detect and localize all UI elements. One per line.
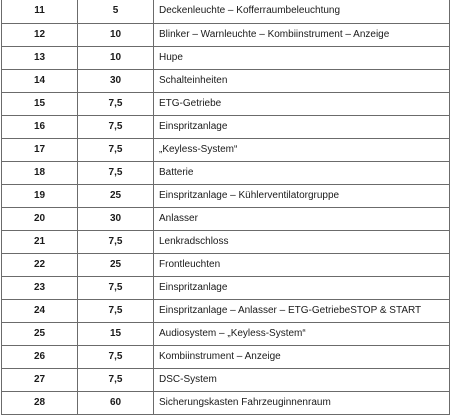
fuse-function-cell: Kombiinstrument – Anzeige: [154, 345, 450, 368]
fuse-ampere-cell: 5: [78, 0, 154, 23]
fuse-ampere-cell: 7,5: [78, 115, 154, 138]
table-row: [2, 0, 450, 23]
fuse-function-cell: Deckenleuchte – Kofferraumbeleuchtung: [154, 0, 450, 23]
table-row: [2, 345, 450, 368]
fuse-number-cell: 13: [2, 46, 78, 69]
table-row: [2, 23, 450, 46]
fuse-function-cell: Sicherungskasten Fahrzeuginnenraum: [154, 391, 450, 414]
fuse-function-cell: Einspritzanlage – Kühlerventilatorgruppe: [154, 184, 450, 207]
table-row: [2, 207, 450, 230]
fuse-table-body: [2, 0, 450, 414]
fuse-number-cell: 27: [2, 368, 78, 391]
table-row: [2, 391, 450, 414]
fuse-function-cell: Batterie: [154, 161, 450, 184]
fuse-ampere-cell: 25: [78, 253, 154, 276]
fuse-function-cell: ETG-Getriebe: [154, 92, 450, 115]
fuse-number-cell: 15: [2, 92, 78, 115]
fuse-function-cell: Blinker – Warnleuchte – Kombiinstrument – Anzeige: [154, 23, 450, 46]
fuse-ampere-cell: 7,5: [78, 299, 154, 322]
fuse-ampere-cell: 7,5: [78, 138, 154, 161]
table-row: [2, 92, 450, 115]
fuse-number-cell: 16: [2, 115, 78, 138]
fuse-number-cell: 12: [2, 23, 78, 46]
fuse-ampere-cell: 60: [78, 391, 154, 414]
table-row: [2, 138, 450, 161]
fuse-function-cell: Einspritzanlage: [154, 276, 450, 299]
fuse-number-cell: 11: [2, 0, 78, 23]
fuse-number-cell: 19: [2, 184, 78, 207]
fuse-table: [1, 0, 450, 415]
fuse-ampere-cell: 7,5: [78, 230, 154, 253]
fuse-number-cell: 24: [2, 299, 78, 322]
fuse-function-cell: Anlasser: [154, 207, 450, 230]
table-row: [2, 253, 450, 276]
fuse-function-cell: Audiosystem – „Keyless-System“: [154, 322, 450, 345]
table-row: [2, 230, 450, 253]
fuse-number-cell: 18: [2, 161, 78, 184]
fuse-number-cell: 26: [2, 345, 78, 368]
fuse-number-cell: 23: [2, 276, 78, 299]
fuse-function-cell: Einspritzanlage: [154, 115, 450, 138]
fuse-number-cell: 20: [2, 207, 78, 230]
table-row: [2, 322, 450, 345]
fuse-number-cell: 22: [2, 253, 78, 276]
fuse-ampere-cell: 30: [78, 69, 154, 92]
table-row: [2, 46, 450, 69]
fuse-function-cell: Lenkradschloss: [154, 230, 450, 253]
table-row: [2, 69, 450, 92]
fuse-function-cell: „Keyless-System“: [154, 138, 450, 161]
fuse-number-cell: 14: [2, 69, 78, 92]
fuse-function-cell: Frontleuchten: [154, 253, 450, 276]
fuse-ampere-cell: 10: [78, 23, 154, 46]
fuse-ampere-cell: 7,5: [78, 368, 154, 391]
fuse-ampere-cell: 30: [78, 207, 154, 230]
table-row: [2, 368, 450, 391]
fuse-ampere-cell: 7,5: [78, 161, 154, 184]
table-row: [2, 184, 450, 207]
table-row: [2, 115, 450, 138]
fuse-number-cell: 17: [2, 138, 78, 161]
fuse-ampere-cell: 7,5: [78, 345, 154, 368]
table-row: [2, 161, 450, 184]
table-row: [2, 276, 450, 299]
table-row: [2, 299, 450, 322]
fuse-ampere-cell: 7,5: [78, 276, 154, 299]
fuse-ampere-cell: 15: [78, 322, 154, 345]
fuse-function-cell: Schalteinheiten: [154, 69, 450, 92]
fuse-function-cell: DSC-System: [154, 368, 450, 391]
fuse-ampere-cell: 7,5: [78, 92, 154, 115]
fuse-number-cell: 25: [2, 322, 78, 345]
fuse-ampere-cell: 25: [78, 184, 154, 207]
fuse-number-cell: 28: [2, 391, 78, 414]
fuse-number-cell: 21: [2, 230, 78, 253]
fuse-function-cell: Hupe: [154, 46, 450, 69]
fuse-ampere-cell: 10: [78, 46, 154, 69]
fuse-function-cell: Einspritzanlage – Anlasser – ETG-GetriebeSTOP & START: [154, 299, 450, 322]
